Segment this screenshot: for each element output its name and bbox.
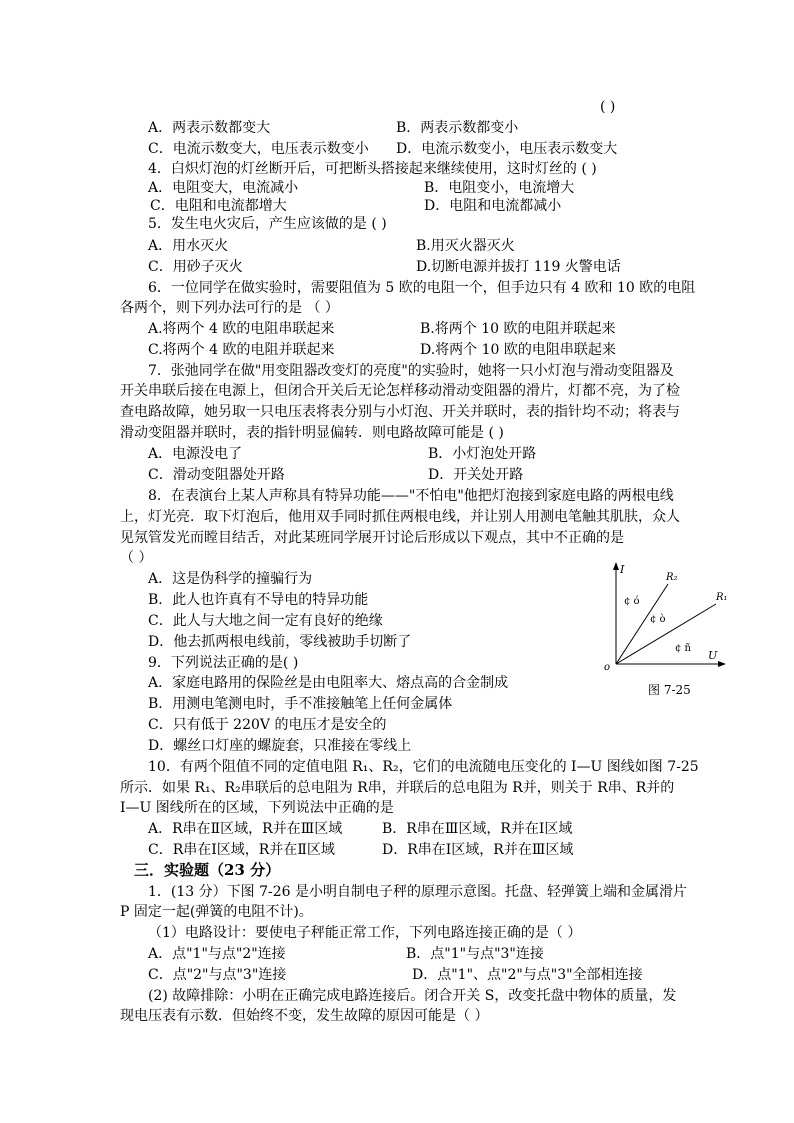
text-line: C．滑动变阻器处开路 [148,467,285,483]
text-line: D．电流示数变小，电压表示数变大 [396,141,618,157]
text-line: 各两个，则下列办法可行的是 （ ） [120,300,339,316]
text-line: B．小灯泡处开路 [428,446,537,462]
figure-caption: 图 7-25 [648,683,691,697]
text-line: D．R串在Ⅰ区域，R并在Ⅲ区域 [382,842,574,858]
text-line: I—U 图线所在的区域，下列说法中正确的是 [120,800,394,816]
text-line: 1．(13 分）下图 7-26 是小明自制电子秤的原理示意图。托盘、轻弹簧上端和金属滑片 [148,884,687,900]
text-line: C．用砂子灭火 [148,259,243,275]
text-line: 上，灯光亮．取下灯泡后，他用双手同时抓住两根电线，并让别人用测电笔触其肌肤，众人 [120,509,680,525]
text-line: 所示．如果 R₁、R₂串联后的总电阻为 R串，并联后的总电阻为 R并，则关于 R串、R并的 [120,780,675,796]
text-line: ( ) [600,99,616,115]
text-line: A．点"1"与点"2"连接 [148,946,286,962]
region-2-label: ¢ ò [650,614,666,625]
text-line: (2) 故障排除：小明在正确完成电路连接后。闭合开关 S，改变托盘中物体的质量，发 [148,988,677,1004]
text-line: A．电阻变大，电流减小 [148,180,299,196]
text-line: A．用水灭火 [148,238,229,254]
text-line: B．电阻变小，电流增大 [424,180,575,196]
text-line: B．R串在Ⅲ区域，R并在Ⅰ区域 [382,821,573,837]
text-line: 10．有两个阻值不同的定值电阻 R₁、R₂，它们的电流随电压变化的 I—U 图线如图 7-25 [148,759,699,775]
x-axis-arrow [718,661,726,667]
text-line: D．电阻和电流都减小 [424,198,562,214]
axis-label-u: U [708,649,718,662]
text-line: （ ） [120,550,153,566]
text-line: D.切断电源并拔打 119 火警电话 [416,259,621,275]
text-line: B．此人也许真有不导电的特异功能 [148,592,369,608]
text-line: A．这是伪科学的撞骗行为 [148,571,313,587]
text-line: 9．下列说法正确的是( ) [148,655,299,671]
text-line: C．此人与大地之间一定有良好的绝缘 [148,613,383,629]
text-line: C.将两个 4 欧的电阻并联起来 [148,342,335,358]
text-line: C．电流示数变大，电压表示数变小 [148,141,369,157]
text-line: C．电阻和电流都增大 [150,198,287,214]
text-line: C．只有低于 220V 的电压才是安全的 [148,717,387,733]
text-line: D．他去抓两根电线前，零线被助手切断了 [148,634,412,650]
text-line: 滑动变阻器并联时，表的指针明显偏转．则电路故障可能是 ( ) [120,425,504,441]
text-line: B．用测电笔测电时，手不准接触笔上任何金属体 [148,696,453,712]
text-line: 8．在表演台上某人声称具有特异功能——"不怕电"他把灯泡接到家庭电路的两根电线 [148,488,674,504]
text-line: D.将两个 10 欧的电阻串联起来 [420,342,616,358]
text-line: 见氖管发光而瞠目结舌，对此某班同学展开讨论后形成以下观点，其中不正确的是 [120,530,624,546]
text-line: D．开关处开路 [428,467,524,483]
text-line: B.用灭火器灭火 [416,238,515,254]
text-line: A．电源没电了 [148,446,243,462]
region-1-label: ¢ ó [624,596,640,607]
text-line: 5．发生电火灾后，产生应该做的是 ( ) [148,216,387,232]
origin-label: o [604,662,611,673]
text-line: 查电路故障，她另取一只电压表将表分别与小灯泡、开关并联时，表的指针均不动；将表与 [120,404,680,420]
text-line: B．点"1"与点"3"连接 [406,946,544,962]
text-line: D．点"1"、点"2"与点"3"全部相连接 [412,967,643,983]
text-line: A．家庭电路用的保险丝是由电阻率大、熔点高的合金制成 [148,675,509,691]
axis-label-i: I [620,563,625,576]
text-line: （1）电路设计：要使电子秤能正常工作，下列电路连接正确的是（ ） [148,925,582,941]
line-r1 [616,604,716,664]
text-line: 6．一位同学在做实验时，需要阻值为 5 欧的电阻一个，但手边只有 4 欧和 10 欧的电阻 [148,280,696,296]
text-line: B．两表示数都变小 [396,120,519,136]
label-r1: R₁ [716,592,728,603]
text-line: B.将两个 10 欧的电阻并联起来 [420,321,616,337]
region-3-label: ¢ ñ [675,643,691,654]
text-line: A．两表示数都变大 [148,120,271,136]
label-r2: R₂ [666,572,678,583]
iu-graph-figure [600,560,730,700]
text-line: 开关串联后接在电源上，但闭合开关后无论怎样移动滑动变阻器的滑片，灯都不亮，为了检 [120,383,680,399]
text-line: 7．张弛同学在做"用变阻器改变灯的亮度"的实验时，她将一只小灯泡与滑动变阻器及 [148,363,674,379]
text-line: A．R串在Ⅱ区域，R并在Ⅲ区域 [148,821,343,837]
text-line: 现电压表有示数．但始终不变，发生故障的原因可能是（ ） [120,1008,489,1024]
text-line: C．点"2"与点"3"连接 [148,967,287,983]
y-axis-arrow [613,562,619,570]
text-line: 4．白炽灯泡的灯丝断开后，可把断头搭接起来继续使用，这时灯丝的 ( ) [148,161,597,177]
text-line: D．螺丝口灯座的螺旋套，只准接在零线上 [148,738,412,754]
text-line: A.将两个 4 欧的电阻串联起来 [148,321,335,337]
section-heading: 三．实验题（23 分） [134,861,281,879]
text-line: C．R串在Ⅰ区域，R并在Ⅱ区域 [148,842,335,858]
text-line: P 固定一起(弹簧的电阻不计)。 [120,904,313,920]
